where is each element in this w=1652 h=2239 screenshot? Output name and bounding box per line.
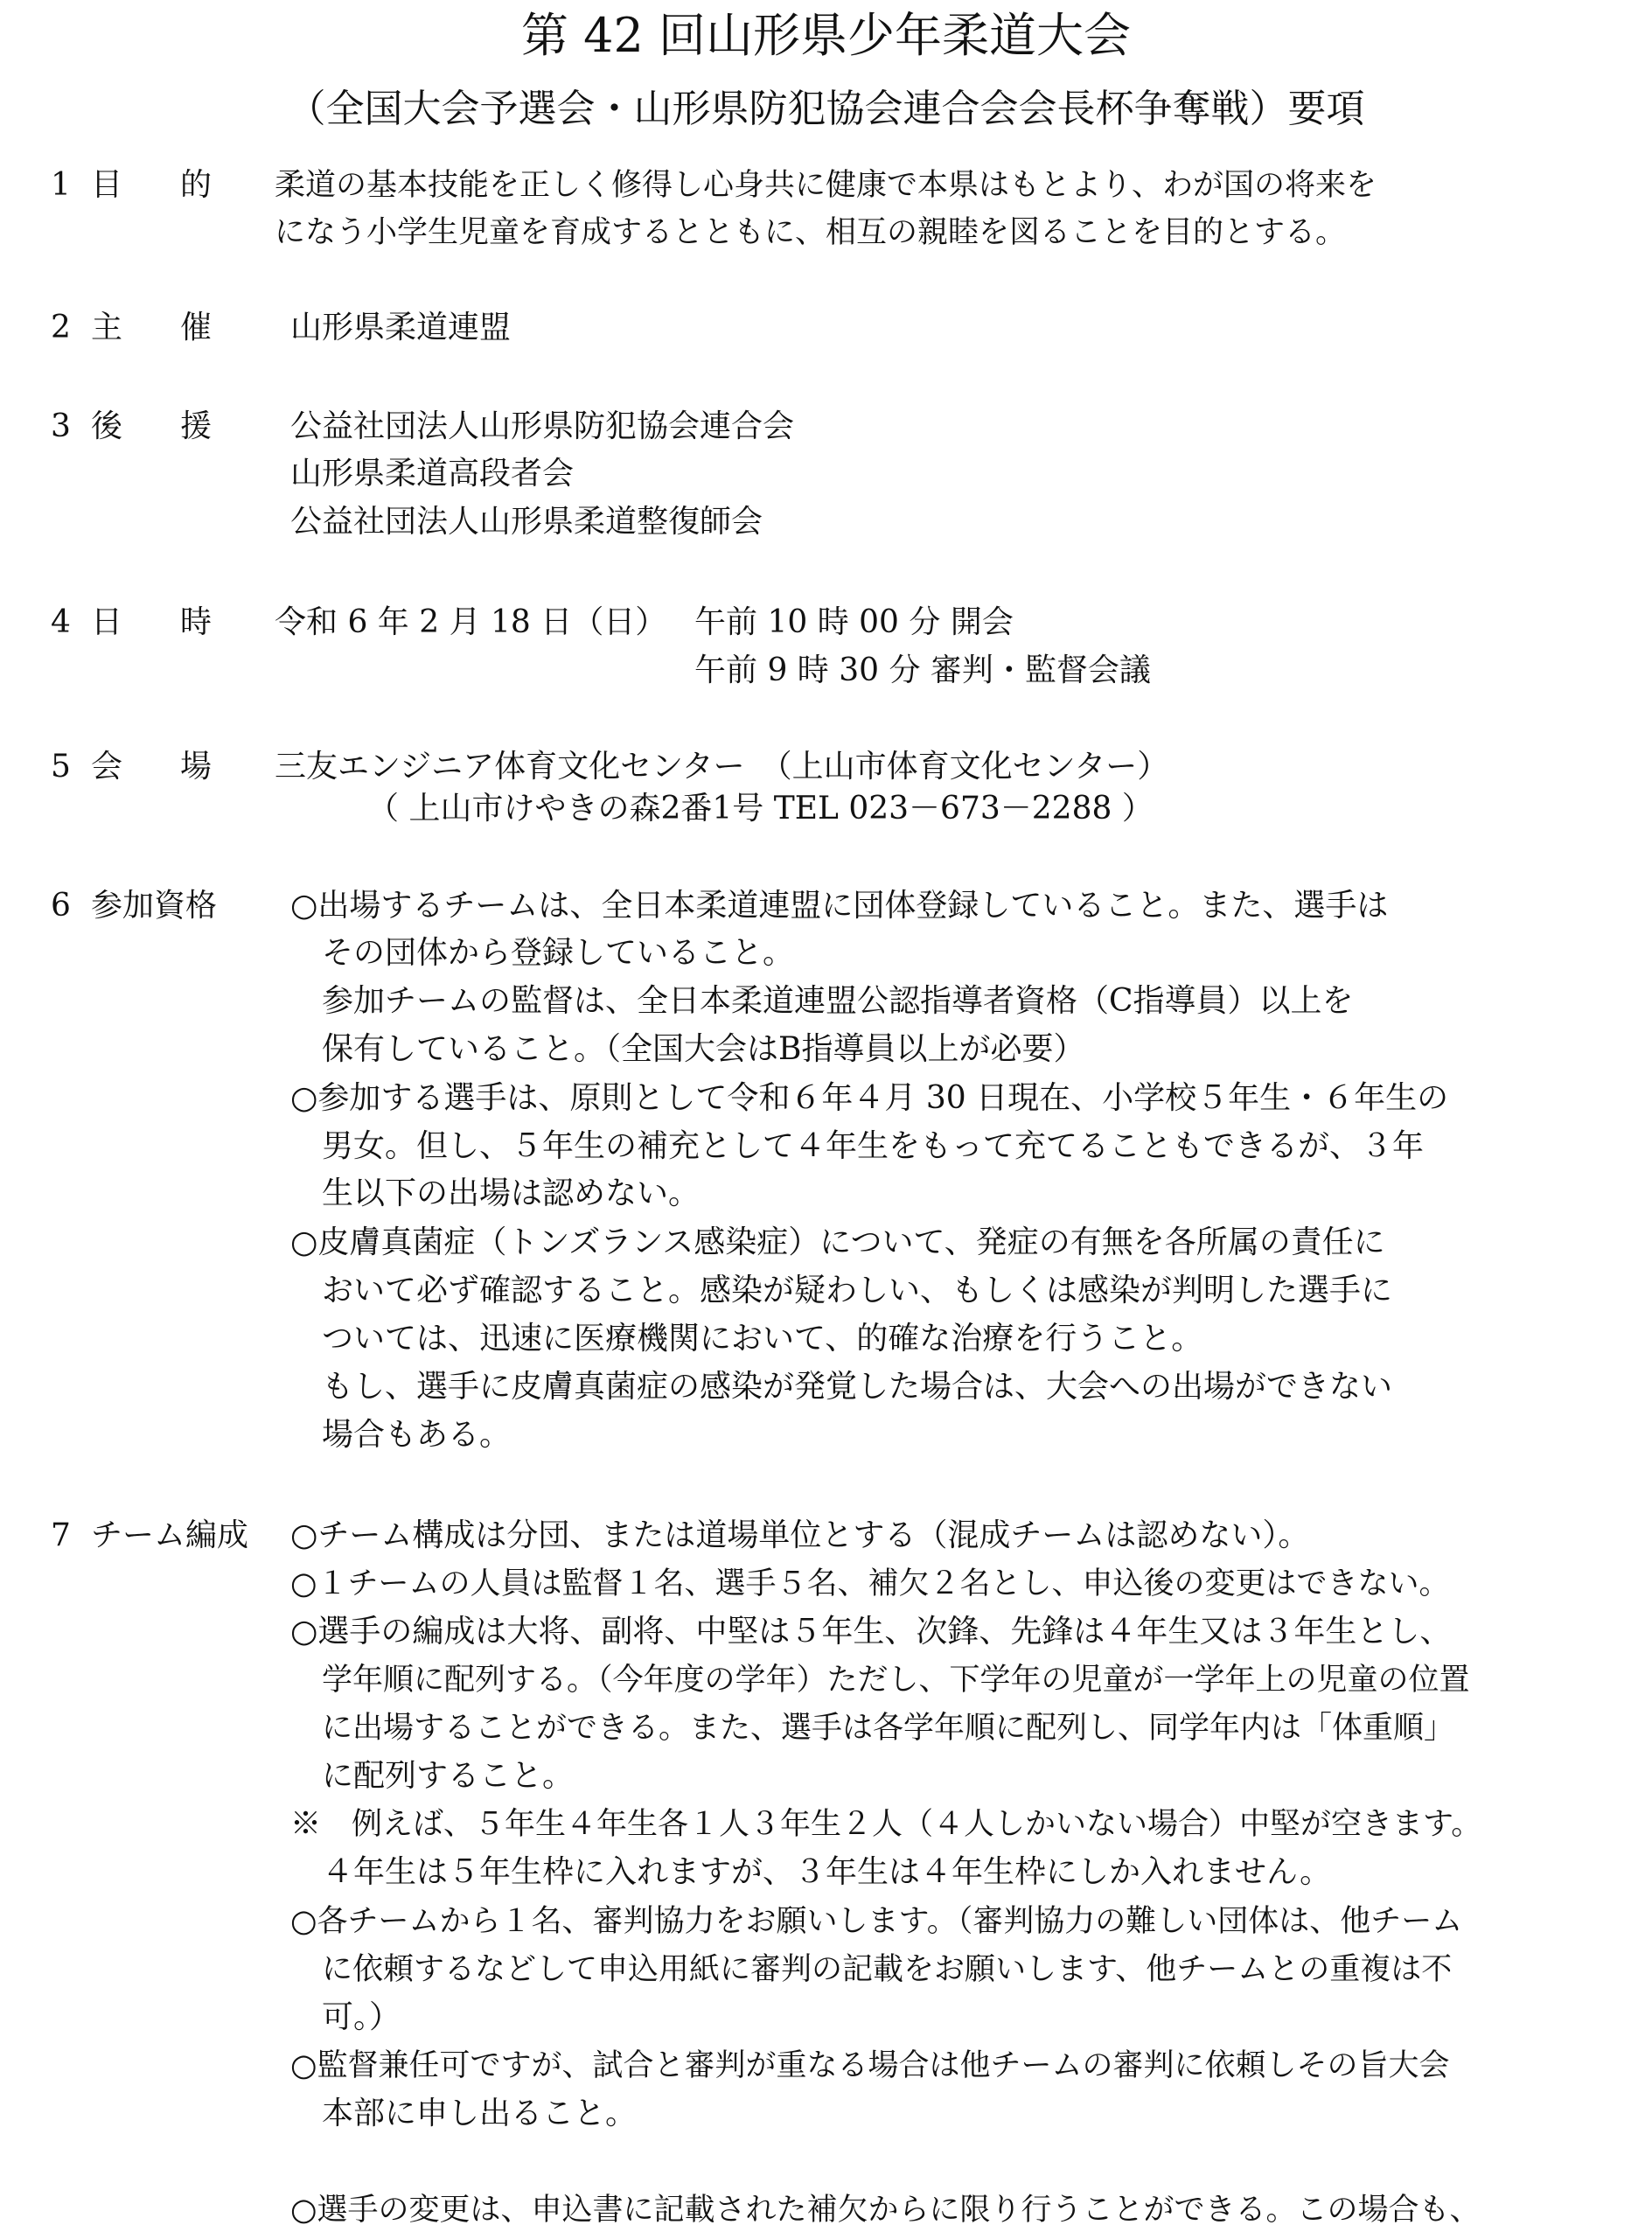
section-label-char: 目 [91, 167, 123, 203]
section-label-char: 主 [91, 310, 123, 345]
note-text-line: ※ 例えば、５年生４年生各１人３年生２人（４人しかいない場合）中堅が空きます。 [290, 1807, 1482, 1842]
section-number: 5 [51, 749, 71, 785]
body-text-line: もし、選手に皮膚真菌症の感染が発覚した場合は、大会への出場ができない [322, 1369, 1393, 1405]
body-text-line: ○参加する選手は、原則として令和６年４月 30 日現在、小学校５年生・６年生の [290, 1080, 1449, 1116]
body-text-line: ○各チームから１名、審判協力をお願いします。（審判協力の難しい団体は、他チーム [290, 1904, 1463, 1939]
section-number: 6 [51, 888, 71, 924]
body-text-line: ついては、迅速に医療機関において、的確な治療を行うこと。 [322, 1321, 1203, 1357]
body-text-line: ○出場するチームは、全日本柔道連盟に団体登録していること。また、選手は [290, 888, 1389, 924]
body-text-line: 本部に申し出ること。 [322, 2096, 638, 2131]
note-text-line: ４年生は５年生枠に入れますが、３年生は４年生枠にしか入れません。 [322, 1854, 1332, 1890]
section-label-char: 場 [180, 749, 213, 785]
body-text-line: 男女。但し、５年生の補充として４年生をもって充てることもできるが、３年 [322, 1128, 1425, 1164]
body-text-line: 場合もある。 [322, 1417, 512, 1453]
body-text-line: 生以下の出場は認めない。 [322, 1175, 701, 1211]
body-text-line: ○監督兼任可ですが、試合と審判が重なる場合は他チームの審判に依頼しその旨大会 [290, 2048, 1450, 2083]
section-number: 7 [51, 1517, 71, 1553]
section-number: 2 [51, 310, 71, 345]
body-text-line: 学年順に配列する。（今年度の学年）ただし、下学年の児童が一学年上の児童の位置 [322, 1663, 1470, 1698]
section-number: 4 [51, 604, 71, 640]
body-text-line: ○チーム構成は分団、または道場単位とする（混成チームは認めない）。 [290, 1517, 1310, 1553]
section-label-char: 後 [91, 408, 123, 444]
venue-name: 三友エンジニア体育文化センター （上山市体育文化センター） [275, 749, 1169, 785]
section-label-char: 会 [91, 749, 123, 785]
section-label-char: 的 [180, 167, 213, 203]
section-label-char: 援 [180, 408, 213, 444]
body-text-line: に出場することができる。また、選手は各学年順に配列し、同学年内は「体重順」 [322, 1711, 1455, 1746]
body-text-line: 可。） [322, 1999, 401, 2035]
body-text-line: 保有していること。（全国大会はB指導員以上が必要） [322, 1031, 1085, 1067]
body-text-line: その団体から登録していること。 [322, 935, 795, 971]
body-text-line: 公益社団法人山形県柔道整復師会 [290, 504, 763, 540]
section-label-char: 時 [180, 604, 213, 640]
document-subtitle: （全国大会予選会・山形県防犯協会連合会会長杯争奪戦）要項 [287, 87, 1365, 131]
body-text-line: ○選手の編成は大将、副将、中堅は５年生、次鋒、先鋒は４年生又は３年生とし、 [290, 1614, 1452, 1650]
section-number: 1 [51, 167, 71, 203]
section-number: 3 [51, 408, 71, 444]
body-text-line: 山形県柔道高段者会 [290, 456, 575, 492]
body-text-line: 参加チームの監督は、全日本柔道連盟公認指導者資格（C指導員）以上を [322, 983, 1354, 1019]
section-label: 参加資格 [91, 888, 218, 924]
body-text-line: 柔道の基本技能を正しく修得し心身共に健康で本県はもとより、わが国の将来を [275, 168, 1377, 203]
body-text-line: ○皮膚真菌症（トンズランス感染症）について、発症の有無を各所属の責任に [290, 1224, 1385, 1260]
body-text-line: ○１チームの人員は監督１名、選手５名、補欠２名とし、申込後の変更はできない。 [290, 1566, 1450, 1601]
body-text-line: に依頼するなどして申込用紙に審判の記載をお願いします、他チームとの重複は不 [322, 1952, 1453, 1987]
body-text-line: ○選手の変更は、申込書に記載された補欠からに限り行うことができる。この場合も、 [290, 2193, 1481, 2228]
body-text-line: になう小学生児童を育成するとともに、相互の親睦を図ることを目的とする。 [275, 215, 1347, 250]
body-text-line: おいて必ず確認すること。感染が疑わしい、もしくは感染が判明した選手に [322, 1273, 1393, 1308]
body-text-line: 山形県柔道連盟 [290, 310, 512, 345]
section-label-char: 日 [91, 604, 123, 640]
body-text-line: に配列すること。 [322, 1758, 575, 1794]
meeting-time: 午前 9 時 30 分 審判・監督会議 [694, 652, 1151, 688]
body-text-line: 公益社団法人山形県防犯協会連合会 [290, 408, 795, 444]
opening-time: 午前 10 時 00 分 開会 [694, 604, 1014, 640]
section-label-char: 催 [180, 310, 213, 345]
venue-address: （ 上山市けやきの森2番1号 TEL 023－673－2288 ） [367, 791, 1154, 827]
event-date: 令和 6 年 2 月 18 日（日） [275, 604, 667, 640]
document-title: 第 42 回山形県少年柔道大会 [520, 8, 1132, 63]
section-label: チーム編成 [91, 1517, 249, 1553]
